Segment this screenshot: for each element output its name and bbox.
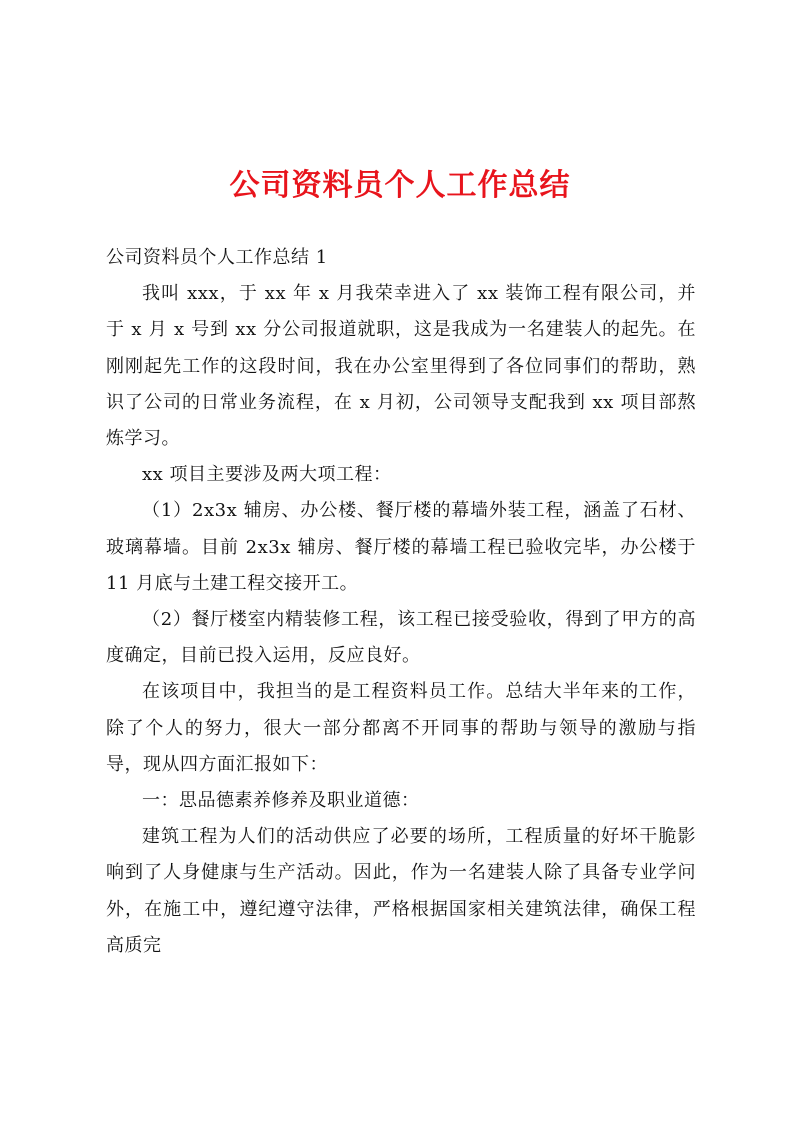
paragraph-section-heading: 一：思品德素养修养及职业道德：	[142, 790, 420, 812]
paragraph-project-item-1: （1）2x3x 辅房、办公楼、餐厅楼的幕墙外装工程，涵盖了石材、玻璃幕墙。目前 2x3x 辅房、餐厅楼的幕墙工程已验收完毕，办公楼于 11 月底与土建工程交接开工。	[106, 500, 696, 594]
paragraph-intro: 我叫 xxx，于 xx 年 x 月我荣幸进入了 xx 装饰工程有限公司，并于 x 月 x 号到 xx 分公司报道就职，这是我成为一名建装人的起先。在刚刚起先工作的这段时间，我在办公室里得到了各位同事们的帮助，熟识了公司的日常业务流程，在 x 月初，公司领导支配我到 xx 项目部熬炼学习。	[106, 283, 696, 450]
document-subtitle: 公司资料员个人工作总结 1	[106, 247, 328, 268]
document-title: 公司资料员个人工作总结	[229, 168, 571, 203]
paragraph-role-summary: 在该项目中，我担当的是工程资料员工作。总结大半年来的工作，除了个人的努力，很大一部分都离不开同事的帮助与领导的激励与指导，现从四方面汇报如下：	[106, 681, 696, 775]
paragraph-project-item-2: （2）餐厅楼室内精装修工程，该工程已接受验收，得到了甲方的高度确定，目前已投入运用，反应良好。	[106, 609, 696, 667]
paragraph-project-scope: xx 项目主要涉及两大项工程：	[142, 464, 392, 486]
document-body	[106, 240, 696, 964]
paragraph-ethics: 建筑工程为人们的活动供应了必要的场所，工程质量的好坏干脆影响到了人身健康与生产活动。因此，作为一名建装人除了具备专业学问外，在施工中，遵纪遵守法律，严格根据国家相关建筑法律，确保工程高质完	[106, 826, 696, 956]
